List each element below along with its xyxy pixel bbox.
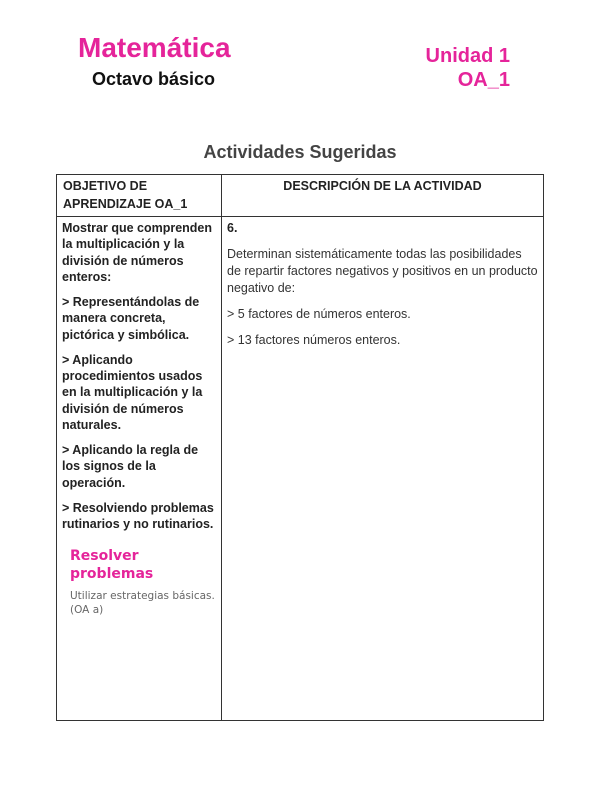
objective-point: > Aplicando la regla de los signos de la operación. bbox=[62, 443, 199, 490]
activities-table bbox=[56, 174, 544, 721]
table-row bbox=[57, 217, 544, 721]
skill-description-code: (OA a) bbox=[70, 604, 104, 617]
description-header-cell bbox=[222, 175, 544, 217]
skill-title: Resolver problemas bbox=[70, 548, 154, 582]
objective-header: OBJETIVO DE APRENDIZAJE OA_1 bbox=[63, 179, 188, 211]
activity-number: 6. bbox=[227, 221, 238, 235]
table-header-row bbox=[57, 175, 544, 217]
objective-intro: Mostrar que comprenden la multiplicación y la división de números enteros: bbox=[62, 221, 213, 284]
skill-description-line: Utilizar estrategias básicas. bbox=[70, 590, 215, 603]
activity-cell bbox=[222, 217, 544, 721]
activity-item: > 13 factores números enteros. bbox=[227, 332, 401, 347]
activity-item: > 5 factores de números enteros. bbox=[227, 306, 411, 321]
grade-subtitle: Octavo básico bbox=[92, 69, 216, 89]
description-header: DESCRIPCIÓN DE LA ACTIVIDAD bbox=[283, 179, 482, 193]
objective-point: > Resolviendo problemas rutinarios y no rutinarios. bbox=[62, 500, 214, 531]
unit-label: Unidad 1 bbox=[425, 45, 510, 67]
objective-point: > Representándolas de manera concreta, pictórica y simbólica. bbox=[62, 295, 200, 342]
activity-text: Determinan sistemáticamente todas las posibilidades de repartir factores negativos y positivos en un producto negativo de: bbox=[227, 247, 538, 295]
objective-code: OA_1 bbox=[457, 69, 510, 91]
objective-header-cell bbox=[57, 175, 222, 217]
section-title: Actividades Sugeridas bbox=[203, 142, 397, 162]
objective-cell bbox=[57, 217, 222, 721]
skill-description bbox=[70, 589, 216, 617]
subject-title: Matemática bbox=[78, 32, 231, 63]
objective-point: > Aplicando procedimientos usados en la multiplicación y la división de números naturales. bbox=[62, 352, 203, 432]
